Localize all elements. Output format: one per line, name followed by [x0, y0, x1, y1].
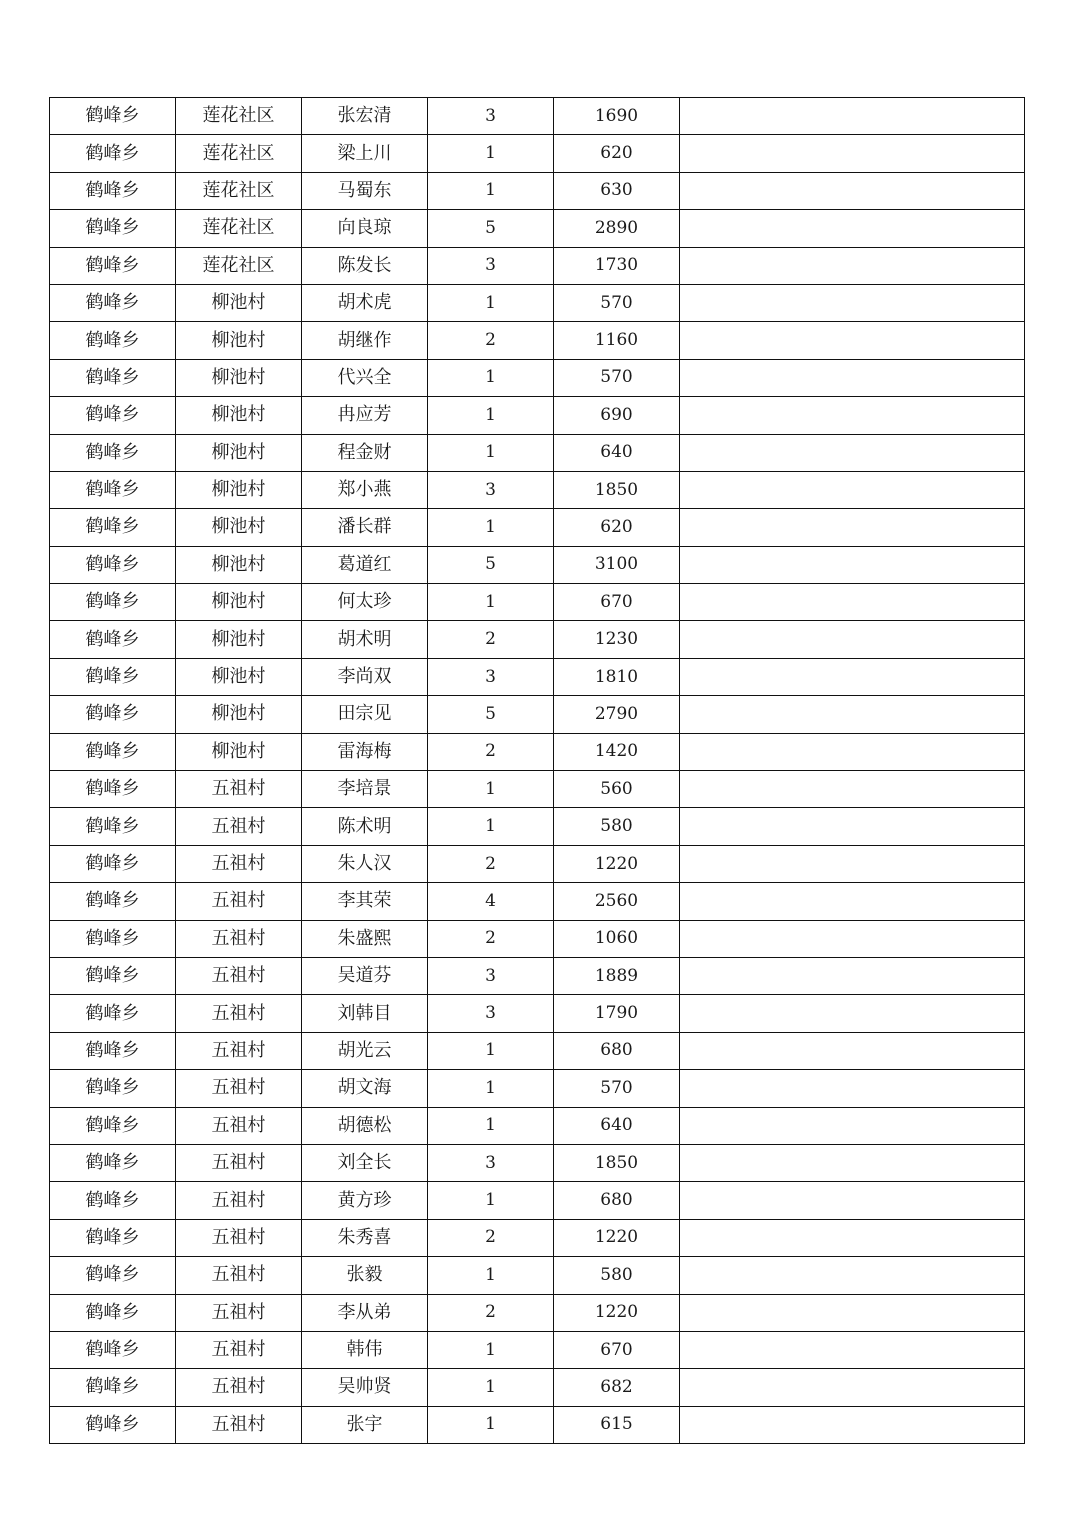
- remarks-cell: [680, 696, 1025, 733]
- amount-cell: 670: [554, 584, 680, 621]
- amount-cell: 570: [554, 1070, 680, 1107]
- household-count-cell: 3: [428, 247, 554, 284]
- table-row: [50, 247, 1025, 284]
- remarks-cell: [680, 733, 1025, 770]
- village-cell: 柳池村: [176, 471, 302, 508]
- household-count-cell: 5: [428, 210, 554, 247]
- remarks-cell: [680, 808, 1025, 845]
- name-cell: 刘韩目: [302, 995, 428, 1032]
- household-count-cell: 1: [428, 1257, 554, 1294]
- name-cell: 朱秀喜: [302, 1219, 428, 1256]
- township-cell: 鹤峰乡: [50, 397, 176, 434]
- village-cell: 柳池村: [176, 546, 302, 583]
- village-cell: 莲花社区: [176, 210, 302, 247]
- name-cell: 胡术虎: [302, 284, 428, 321]
- name-cell: 胡文海: [302, 1070, 428, 1107]
- name-cell: 吴帅贤: [302, 1369, 428, 1406]
- village-cell: 柳池村: [176, 359, 302, 396]
- name-cell: 朱人汉: [302, 845, 428, 882]
- remarks-cell: [680, 1294, 1025, 1331]
- table-row: [50, 957, 1025, 994]
- household-count-cell: 2: [428, 1294, 554, 1331]
- table-body: [50, 98, 1025, 1444]
- amount-cell: 2790: [554, 696, 680, 733]
- amount-cell: 1060: [554, 920, 680, 957]
- name-cell: 冉应芳: [302, 397, 428, 434]
- table-row: [50, 883, 1025, 920]
- remarks-cell: [680, 995, 1025, 1032]
- table-row: [50, 1406, 1025, 1443]
- village-cell: 莲花社区: [176, 98, 302, 135]
- household-count-cell: 2: [428, 621, 554, 658]
- name-cell: 胡德松: [302, 1107, 428, 1144]
- amount-cell: 1160: [554, 322, 680, 359]
- township-cell: 鹤峰乡: [50, 509, 176, 546]
- remarks-cell: [680, 397, 1025, 434]
- data-table: [49, 97, 1025, 1444]
- township-cell: 鹤峰乡: [50, 471, 176, 508]
- amount-cell: 580: [554, 1257, 680, 1294]
- village-cell: 五祖村: [176, 1257, 302, 1294]
- village-cell: 五祖村: [176, 920, 302, 957]
- table-row: [50, 210, 1025, 247]
- amount-cell: 1790: [554, 995, 680, 1032]
- name-cell: 李从弟: [302, 1294, 428, 1331]
- name-cell: 黄方珍: [302, 1182, 428, 1219]
- table-row: [50, 696, 1025, 733]
- village-cell: 五祖村: [176, 1070, 302, 1107]
- name-cell: 胡光云: [302, 1032, 428, 1069]
- name-cell: 何太珍: [302, 584, 428, 621]
- village-cell: 五祖村: [176, 845, 302, 882]
- township-cell: 鹤峰乡: [50, 284, 176, 321]
- table-row: [50, 1219, 1025, 1256]
- village-cell: 柳池村: [176, 621, 302, 658]
- amount-cell: 2890: [554, 210, 680, 247]
- township-cell: 鹤峰乡: [50, 1070, 176, 1107]
- household-count-cell: 1: [428, 172, 554, 209]
- remarks-cell: [680, 1369, 1025, 1406]
- table-row: [50, 434, 1025, 471]
- household-count-cell: 1: [428, 1070, 554, 1107]
- name-cell: 代兴全: [302, 359, 428, 396]
- township-cell: 鹤峰乡: [50, 1331, 176, 1368]
- amount-cell: 1220: [554, 845, 680, 882]
- name-cell: 田宗见: [302, 696, 428, 733]
- household-count-cell: 1: [428, 397, 554, 434]
- household-count-cell: 2: [428, 920, 554, 957]
- remarks-cell: [680, 135, 1025, 172]
- remarks-cell: [680, 920, 1025, 957]
- amount-cell: 1690: [554, 98, 680, 135]
- name-cell: 郑小燕: [302, 471, 428, 508]
- table-row: [50, 284, 1025, 321]
- household-count-cell: 2: [428, 733, 554, 770]
- table-row: [50, 995, 1025, 1032]
- table-row: [50, 658, 1025, 695]
- household-count-cell: 2: [428, 845, 554, 882]
- household-count-cell: 1: [428, 1032, 554, 1069]
- amount-cell: 1220: [554, 1294, 680, 1331]
- household-count-cell: 1: [428, 135, 554, 172]
- amount-cell: 640: [554, 434, 680, 471]
- table-row: [50, 1144, 1025, 1181]
- amount-cell: 570: [554, 359, 680, 396]
- table-row: [50, 1032, 1025, 1069]
- household-count-cell: 5: [428, 696, 554, 733]
- table-row: [50, 1182, 1025, 1219]
- table-row: [50, 397, 1025, 434]
- name-cell: 雷海梅: [302, 733, 428, 770]
- amount-cell: 670: [554, 1331, 680, 1368]
- household-count-cell: 1: [428, 1331, 554, 1368]
- township-cell: 鹤峰乡: [50, 1369, 176, 1406]
- township-cell: 鹤峰乡: [50, 1107, 176, 1144]
- household-count-cell: 1: [428, 1406, 554, 1443]
- village-cell: 柳池村: [176, 696, 302, 733]
- household-count-cell: 3: [428, 995, 554, 1032]
- name-cell: 朱盛熙: [302, 920, 428, 957]
- village-cell: 柳池村: [176, 509, 302, 546]
- table-row: [50, 359, 1025, 396]
- remarks-cell: [680, 359, 1025, 396]
- remarks-cell: [680, 471, 1025, 508]
- table-row: [50, 1294, 1025, 1331]
- remarks-cell: [680, 1219, 1025, 1256]
- amount-cell: 1730: [554, 247, 680, 284]
- remarks-cell: [680, 1144, 1025, 1181]
- remarks-cell: [680, 509, 1025, 546]
- table-row: [50, 1331, 1025, 1368]
- table-row: [50, 808, 1025, 845]
- village-cell: 五祖村: [176, 1182, 302, 1219]
- township-cell: 鹤峰乡: [50, 322, 176, 359]
- remarks-cell: [680, 1070, 1025, 1107]
- township-cell: 鹤峰乡: [50, 1182, 176, 1219]
- remarks-cell: [680, 1257, 1025, 1294]
- township-cell: 鹤峰乡: [50, 845, 176, 882]
- remarks-cell: [680, 1032, 1025, 1069]
- remarks-cell: [680, 771, 1025, 808]
- village-cell: 五祖村: [176, 1107, 302, 1144]
- amount-cell: 630: [554, 172, 680, 209]
- township-cell: 鹤峰乡: [50, 359, 176, 396]
- table-row: [50, 1369, 1025, 1406]
- name-cell: 胡术明: [302, 621, 428, 658]
- township-cell: 鹤峰乡: [50, 1294, 176, 1331]
- village-cell: 五祖村: [176, 957, 302, 994]
- village-cell: 柳池村: [176, 658, 302, 695]
- table-row: [50, 98, 1025, 135]
- table-row: [50, 621, 1025, 658]
- village-cell: 五祖村: [176, 995, 302, 1032]
- name-cell: 李尚双: [302, 658, 428, 695]
- village-cell: 莲花社区: [176, 135, 302, 172]
- amount-cell: 1420: [554, 733, 680, 770]
- household-count-cell: 1: [428, 284, 554, 321]
- amount-cell: 3100: [554, 546, 680, 583]
- household-count-cell: 5: [428, 546, 554, 583]
- village-cell: 柳池村: [176, 322, 302, 359]
- village-cell: 柳池村: [176, 434, 302, 471]
- amount-cell: 620: [554, 135, 680, 172]
- remarks-cell: [680, 247, 1025, 284]
- amount-cell: 682: [554, 1369, 680, 1406]
- amount-cell: 1889: [554, 957, 680, 994]
- township-cell: 鹤峰乡: [50, 584, 176, 621]
- township-cell: 鹤峰乡: [50, 957, 176, 994]
- township-cell: 鹤峰乡: [50, 1032, 176, 1069]
- household-count-cell: 2: [428, 1219, 554, 1256]
- village-cell: 五祖村: [176, 1032, 302, 1069]
- village-cell: 柳池村: [176, 733, 302, 770]
- name-cell: 陈发长: [302, 247, 428, 284]
- remarks-cell: [680, 845, 1025, 882]
- village-cell: 柳池村: [176, 284, 302, 321]
- amount-cell: 1810: [554, 658, 680, 695]
- amount-cell: 620: [554, 509, 680, 546]
- table-row: [50, 135, 1025, 172]
- village-cell: 五祖村: [176, 808, 302, 845]
- village-cell: 莲花社区: [176, 172, 302, 209]
- township-cell: 鹤峰乡: [50, 658, 176, 695]
- township-cell: 鹤峰乡: [50, 1144, 176, 1181]
- name-cell: 李其荣: [302, 883, 428, 920]
- township-cell: 鹤峰乡: [50, 883, 176, 920]
- village-cell: 五祖村: [176, 883, 302, 920]
- amount-cell: 2560: [554, 883, 680, 920]
- amount-cell: 1230: [554, 621, 680, 658]
- table-row: [50, 172, 1025, 209]
- amount-cell: 560: [554, 771, 680, 808]
- township-cell: 鹤峰乡: [50, 434, 176, 471]
- township-cell: 鹤峰乡: [50, 546, 176, 583]
- remarks-cell: [680, 322, 1025, 359]
- household-count-cell: 1: [428, 434, 554, 471]
- table-row: [50, 322, 1025, 359]
- remarks-cell: [680, 1331, 1025, 1368]
- remarks-cell: [680, 98, 1025, 135]
- village-cell: 五祖村: [176, 1144, 302, 1181]
- name-cell: 潘长群: [302, 509, 428, 546]
- township-cell: 鹤峰乡: [50, 247, 176, 284]
- amount-cell: 680: [554, 1182, 680, 1219]
- remarks-cell: [680, 1406, 1025, 1443]
- township-cell: 鹤峰乡: [50, 1257, 176, 1294]
- household-count-cell: 3: [428, 98, 554, 135]
- household-count-cell: 1: [428, 1107, 554, 1144]
- amount-cell: 570: [554, 284, 680, 321]
- household-count-cell: 3: [428, 957, 554, 994]
- remarks-cell: [680, 1107, 1025, 1144]
- amount-cell: 1850: [554, 1144, 680, 1181]
- remarks-cell: [680, 284, 1025, 321]
- household-count-cell: 1: [428, 509, 554, 546]
- township-cell: 鹤峰乡: [50, 808, 176, 845]
- name-cell: 韩伟: [302, 1331, 428, 1368]
- household-count-cell: 4: [428, 883, 554, 920]
- remarks-cell: [680, 434, 1025, 471]
- table-row: [50, 584, 1025, 621]
- household-count-cell: 3: [428, 658, 554, 695]
- name-cell: 刘全长: [302, 1144, 428, 1181]
- household-count-cell: 1: [428, 359, 554, 396]
- township-cell: 鹤峰乡: [50, 1406, 176, 1443]
- household-count-cell: 1: [428, 771, 554, 808]
- household-count-cell: 1: [428, 1182, 554, 1219]
- table-row: [50, 546, 1025, 583]
- village-cell: 五祖村: [176, 771, 302, 808]
- remarks-cell: [680, 172, 1025, 209]
- township-cell: 鹤峰乡: [50, 995, 176, 1032]
- village-cell: 五祖村: [176, 1219, 302, 1256]
- village-cell: 柳池村: [176, 584, 302, 621]
- amount-cell: 1850: [554, 471, 680, 508]
- township-cell: 鹤峰乡: [50, 920, 176, 957]
- amount-cell: 640: [554, 1107, 680, 1144]
- remarks-cell: [680, 1182, 1025, 1219]
- village-cell: 五祖村: [176, 1369, 302, 1406]
- table-row: [50, 920, 1025, 957]
- table-row: [50, 1107, 1025, 1144]
- name-cell: 葛道红: [302, 546, 428, 583]
- township-cell: 鹤峰乡: [50, 98, 176, 135]
- name-cell: 马蜀东: [302, 172, 428, 209]
- village-cell: 五祖村: [176, 1331, 302, 1368]
- household-count-cell: 2: [428, 322, 554, 359]
- village-cell: 柳池村: [176, 397, 302, 434]
- household-count-cell: 3: [428, 471, 554, 508]
- table-row: [50, 509, 1025, 546]
- name-cell: 张毅: [302, 1257, 428, 1294]
- township-cell: 鹤峰乡: [50, 733, 176, 770]
- township-cell: 鹤峰乡: [50, 210, 176, 247]
- amount-cell: 615: [554, 1406, 680, 1443]
- township-cell: 鹤峰乡: [50, 172, 176, 209]
- amount-cell: 680: [554, 1032, 680, 1069]
- township-cell: 鹤峰乡: [50, 771, 176, 808]
- township-cell: 鹤峰乡: [50, 135, 176, 172]
- township-cell: 鹤峰乡: [50, 621, 176, 658]
- remarks-cell: [680, 658, 1025, 695]
- table-row: [50, 733, 1025, 770]
- remarks-cell: [680, 957, 1025, 994]
- household-count-cell: 1: [428, 1369, 554, 1406]
- table-row: [50, 471, 1025, 508]
- name-cell: 胡继作: [302, 322, 428, 359]
- name-cell: 吴道芬: [302, 957, 428, 994]
- table-row: [50, 1070, 1025, 1107]
- remarks-cell: [680, 584, 1025, 621]
- remarks-cell: [680, 883, 1025, 920]
- name-cell: 李培景: [302, 771, 428, 808]
- amount-cell: 690: [554, 397, 680, 434]
- remarks-cell: [680, 210, 1025, 247]
- name-cell: 向良琼: [302, 210, 428, 247]
- name-cell: 梁上川: [302, 135, 428, 172]
- name-cell: 张宏清: [302, 98, 428, 135]
- table-row: [50, 1257, 1025, 1294]
- remarks-cell: [680, 546, 1025, 583]
- village-cell: 五祖村: [176, 1406, 302, 1443]
- amount-cell: 580: [554, 808, 680, 845]
- amount-cell: 1220: [554, 1219, 680, 1256]
- township-cell: 鹤峰乡: [50, 1219, 176, 1256]
- name-cell: 程金财: [302, 434, 428, 471]
- table-row: [50, 845, 1025, 882]
- remarks-cell: [680, 621, 1025, 658]
- village-cell: 五祖村: [176, 1294, 302, 1331]
- village-cell: 莲花社区: [176, 247, 302, 284]
- table-row: [50, 771, 1025, 808]
- name-cell: 陈术明: [302, 808, 428, 845]
- name-cell: 张宇: [302, 1406, 428, 1443]
- household-count-cell: 1: [428, 584, 554, 621]
- household-count-cell: 3: [428, 1144, 554, 1181]
- household-count-cell: 1: [428, 808, 554, 845]
- township-cell: 鹤峰乡: [50, 696, 176, 733]
